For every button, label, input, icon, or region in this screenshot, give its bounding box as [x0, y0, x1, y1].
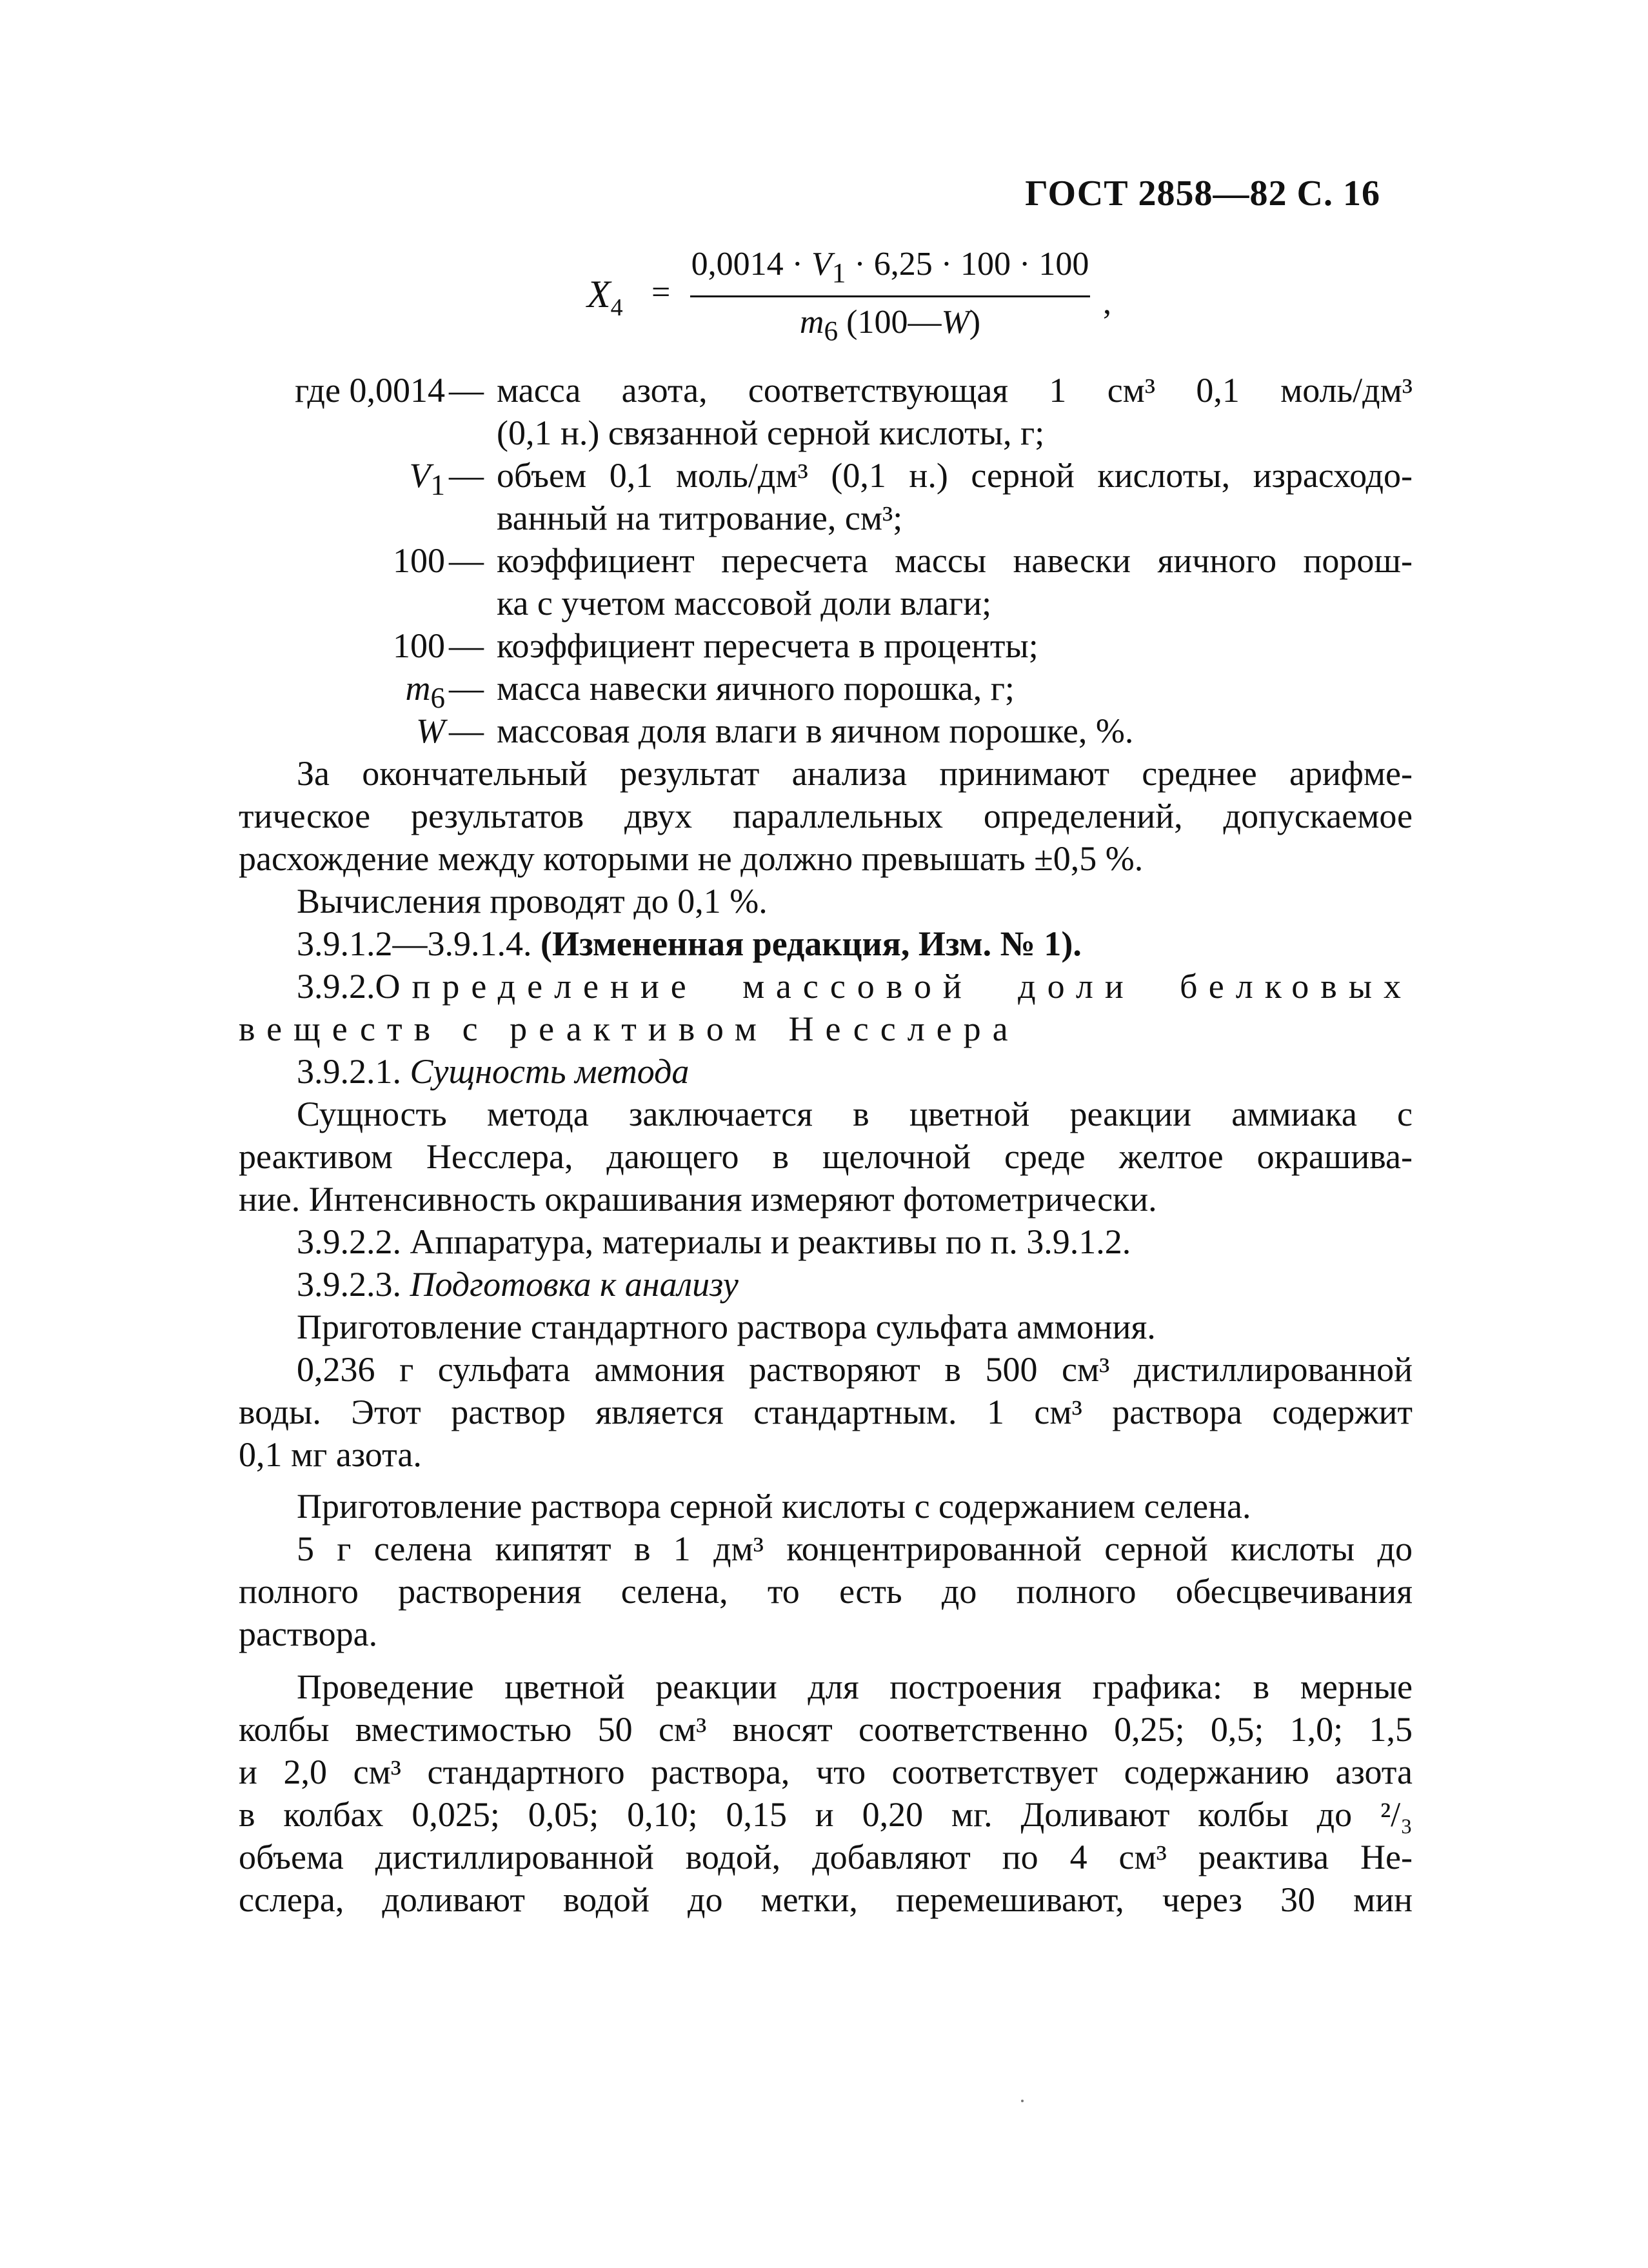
- formula-fraction-bar: [690, 295, 1090, 297]
- paragraph-line: Сущность метода заключается в цветной реакции аммиака с: [297, 1095, 1413, 1133]
- paragraph-line: расхождение между которыми не должно превышать ±0,5 %.: [239, 839, 1144, 878]
- formula-denominator: $m_6$ (100—W): [799, 304, 981, 347]
- paragraph-line: в колбах 0,025; 0,05; 0,10; 0,15 и 0,20 мг. Доливают колбы до ²/₃: [239, 1795, 1413, 1834]
- paragraph-line: 3.9.1.2—3.9.1.4. (Измененная редакция, Изм. № 1).: [297, 924, 1082, 963]
- paragraph-line: воды. Этот раствор является стандартным. 1 см³ раствора содержит: [239, 1393, 1413, 1431]
- section-heading: 3.9.2. Определение массовой доли белковых: [297, 967, 1413, 1006]
- paragraph-line: раствора.: [239, 1615, 378, 1653]
- formula-numerator: $0,0014 \cdot V_1 \cdot 6,25 \cdot 100 \cdot 100$: [691, 246, 1089, 289]
- definition-term: где 0,0014: [295, 371, 445, 410]
- paragraph-line: 0,1 мг азота.: [239, 1435, 422, 1474]
- paragraph-line: сслера, доливают водой до метки, перемешивают, через 30 мин: [239, 1880, 1413, 1919]
- paragraph-line: 5 г селена кипятят в 1 дм³ концентрированной серной кислоты до: [297, 1529, 1413, 1568]
- paragraph-line: ние. Интенсивность окрашивания измеряют фотометрически.: [239, 1180, 1157, 1219]
- paragraph-line: и 2,0 см³ стандартного раствора, что соответствует содержанию азота: [239, 1753, 1413, 1791]
- section-heading: веществ с реактивом Несслера: [239, 1010, 1020, 1048]
- paragraph-line: объема дистиллированной водой, добавляют по 4 см³ реактива Не-: [239, 1838, 1413, 1876]
- definition-term: $m_6$: [405, 669, 445, 714]
- definition-term: W: [416, 711, 445, 750]
- document-page: ГОСТ 2858—82 С. 16 $X_4$ = $0,0014 \cdot V_1 \cdot 6,25 \cdot 100 \cdot 100$ $m_6$ (100—W) , где 0,0014 — масса азота, соответствующая 1 см³ 0,1 моль/дм³ (0,1 н.) связанной серной кислоты, г; $V_1$ — объем 0,1 моль/дм³ (0,1 н.) серной кислоты, израсходо- ванный на титрование, см³; 100 — коэффициент пересчета массы навески яичного порош- ка с учетом массовой доли влаги; 100 — коэффициент пересчета в проценты; $m_6$ — масса навески яичного порошка, г; W — массовая доля влаги в яичном порошке, %. За окончательный результат анализа принимают среднее арифме- тическое результатов двух параллельных определений, допускаемое расхождение между которыми не должно превышать ±0,5 %. Вычисления проводят до 0,1 %. 3.9.1.2—3.9.1.4. (Измененная редакция, Изм. № 1). 3.9.2. Определение массовой доли белковых веществ с реактивом Несслера 3.9.2.1. Сущность метода Сущность метода заключается в цветной реакции аммиака с реактивом Несслера, дающего в щелочной среде желтое окрашива- ние. Интенсивность окрашивания измеряют фотометрически. 3.9.2.2. Аппаратура, материалы и реактивы по п. 3.9.1.2. 3.9.2.3. Подготовка к анализу Приготовление стандартного раствора сульфата аммония. 0,236 г сульфата аммония растворяют в 500 см³ дистиллированной воды. Этот раствор является стандартным. 1 см³ раствора содержит 0,1 мг азота. Приготовление раствора серной кислоты с содержанием селена. 5 г селена кипятят в 1 дм³ концентрированной серной кислоты до полного растворения селена, то есть до полного обесцвечивания раствора. Проведение цветной реакции для построения графика: в мерные колбы вместимостью 50 см³ вносят соответственно 0,25; 0,5; 1,0; 1,5 и 2,0 см³ стандартного раствора, что соответствует содержанию азота в колбах 0,025; 0,05; 0,10; 0,15 и 0,20 мг. Доливают колбы до ²/₃ объема дистиллированной водой, добавляют по 4 см³ реактива Не- сслера, доливают водой до метки, перемешивают, через 30 мин: [0, 0, 1648, 2268]
- paragraph-line: полного растворения селена, то есть до полного обесцвечивания: [239, 1572, 1413, 1611]
- paragraph-line: 0,236 г сульфата аммония растворяют в 500 см³ дистиллированной: [297, 1350, 1413, 1389]
- paragraph-line: Приготовление стандартного раствора сульфата аммония.: [297, 1308, 1156, 1346]
- definition-term: 100: [393, 541, 445, 580]
- page-header: ГОСТ 2858—82 С. 16: [1025, 174, 1380, 214]
- paragraph-line: 3.9.2.2. Аппаратура, материалы и реактивы по п. 3.9.1.2.: [297, 1222, 1131, 1261]
- subsection-heading: 3.9.2.3. Подготовка к анализу: [297, 1265, 739, 1304]
- paragraph-line: За окончательный результат анализа принимают среднее арифме-: [297, 754, 1413, 793]
- paragraph-line: Проведение цветной реакции для построения графика: в мерные: [297, 1667, 1413, 1706]
- formula-comma: ,: [1103, 284, 1111, 321]
- formula-x4: [587, 245, 1167, 348]
- definition-term: $V_1$: [409, 456, 445, 501]
- scan-speck: [1021, 2100, 1024, 2102]
- paragraph-line: Приготовление раствора серной кислоты с содержанием селена.: [297, 1487, 1251, 1526]
- paragraph-line: тическое результатов двух параллельных определений, допускаемое: [239, 797, 1413, 835]
- paragraph-line: Вычисления проводят до 0,1 %.: [297, 882, 768, 920]
- formula-equals: =: [651, 274, 671, 311]
- subsection-heading: 3.9.2.1. Сущность метода: [297, 1052, 690, 1091]
- paragraph-line: колбы вместимостью 50 см³ вносят соответственно 0,25; 0,5; 1,0; 1,5: [239, 1710, 1413, 1749]
- definition-term: 100: [393, 626, 445, 665]
- paragraph-line: реактивом Несслера, дающего в щелочной среде желтое окрашива-: [239, 1137, 1413, 1176]
- formula-lhs: $X_4$: [587, 273, 623, 321]
